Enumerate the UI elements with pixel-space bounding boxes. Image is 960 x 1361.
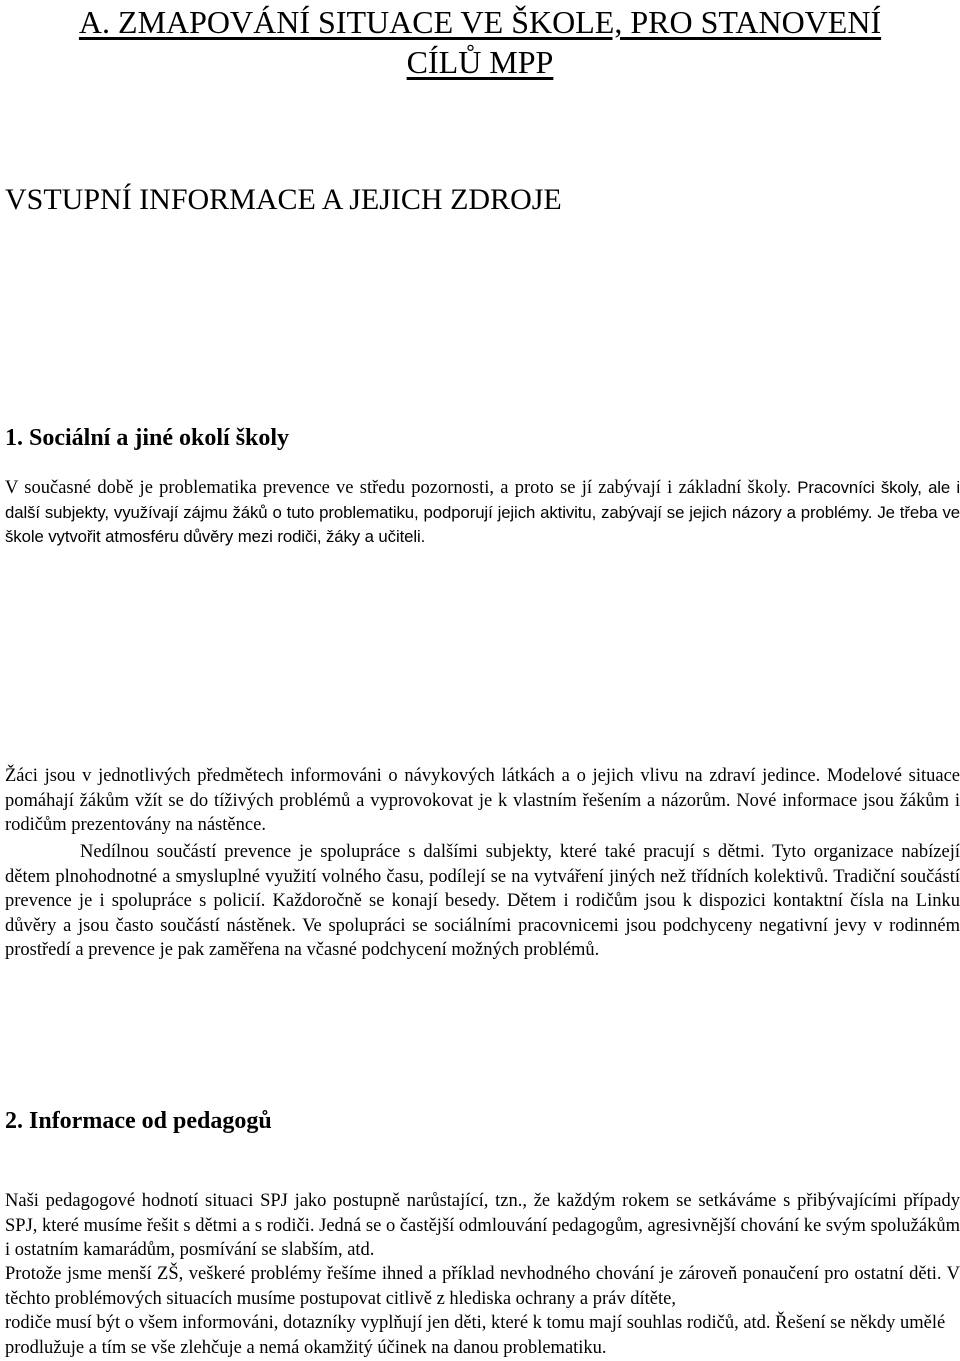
section-1-intro-serif: V současné době je problematika prevence ve středu pozornosti, a proto se jí zabývají i základní školy.: [5, 478, 792, 498]
section-heading: VSTUPNÍ INFORMACE A JEJICH ZDROJE: [5, 183, 562, 216]
section-1-intro-sans-1: Pracovníci školy, ale i další subjekty, využívají zájmu žáků o tuto problematiku, podporují jejich aktivitu, zabývají se jejich názory a problémy.: [5, 478, 960, 522]
section-2-paragraph-2-line-1: Protože jsme menší ZŠ, veškeré problémy řešíme ihned a příklad nevhodného chování je zároveň ponaučení pro ostatní děti. V těchto problémových situacích musíme postupovat citlivě z hlediska ochrany a práv dítěte,: [5, 1264, 960, 1309]
document-title-line-1: A. ZMAPOVÁNÍ SITUACE VE ŠKOLE, PRO STANOVENÍ: [78, 4, 882, 40]
section-1-intro: [5, 476, 960, 550]
section-1-paragraph-2: Žáci jsou v jednotlivých předmětech informováni o návykových látkách a o jejich vlivu na zdraví jedince. Modelové situace pomáhají žákům vžít se do tíživých problémů a vyprovokovat je k vlastním řešením a názorům. Nové informace jsou žákům i rodičům prezentovány na nástěnce.: [5, 766, 960, 835]
section-2-paragraph-2: [5, 1262, 960, 1360]
section-1-heading: 1. Sociální a jiné okolí školy: [5, 425, 290, 451]
document-title-line-2: CÍLŮ MPP: [406, 44, 554, 80]
section-1-paragraph-3: Nedílnou součástí prevence je spolupráce s dalšími subjekty, které také pracují s dětmi. Tyto organizace nabízejí dětem plnohodnotné a smysluplné využití volného času, podílejí se na vytváření jiných než třídních kolektivů. Tradiční součástí prevence je i spolupráce s policií. Každoročně se konají besedy. Dětem i rodičům jsou k dispozici kontaktní čísla na Linku důvěry a jsou často součástí nástěnek. Ve spolupráci se sociálními pracovnicemi jsou podchyceny negativní jevy v rodinném prostředí a prevence je pak zaměřena na včasné podchycení možných problémů.: [5, 842, 960, 960]
section-1-intro-sans-2: Je třeba ve škole vytvořit atmosféru důvěry mezi rodiči, žáky a učiteli.: [5, 502, 960, 546]
section-2-heading: 2. Informace od pedagogů: [5, 1108, 272, 1134]
section-2-paragraph-2-line-2: rodiče musí být o všem informováni, dotazníky vyplňují jen děti, které k tomu mají souhlas rodičů, atd. Řešení se někdy umělé prodlužuje a tím se vše zlehčuje a nemá okamžitý účinek na danou problematiku.: [5, 1313, 946, 1358]
section-2-paragraph-1: Naši pedagogové hodnotí situaci SPJ jako postupně narůstající, tzn., že každým rokem se setkáváme s přibývajícími případy SPJ, které musíme řešit s dětmi a s rodiči. Jedná se o častější odmlouvání pedagogům, agresivnější chování ke svým spolužákům i ostatním kamarádům, posmívání se slabším, atd.: [5, 1191, 960, 1260]
